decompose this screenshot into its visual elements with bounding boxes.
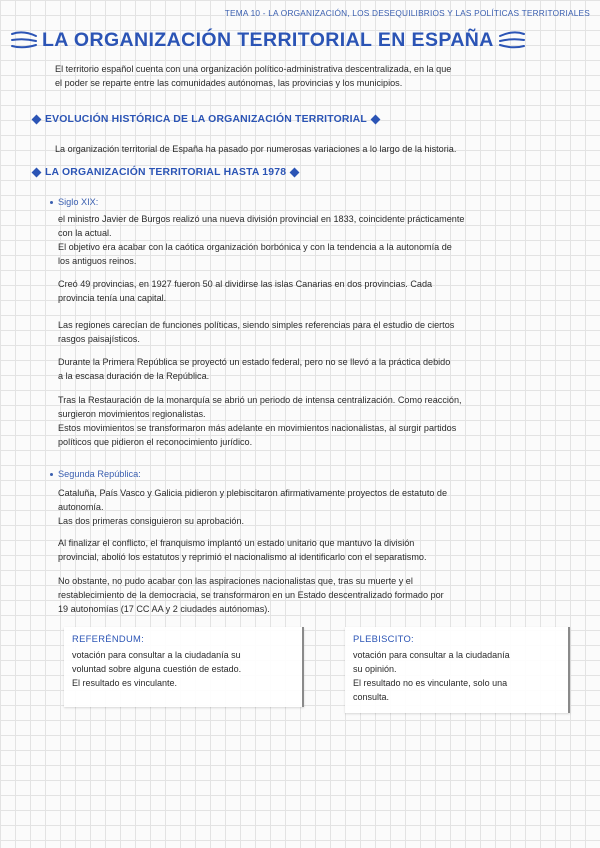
section1-text: La organización territorial de España ha pasado por numerosas variaciones a lo largo de la historia.: [55, 144, 457, 154]
bullet-diamond-icon: [32, 115, 42, 125]
plebiscito-line: su opinión.: [353, 664, 397, 674]
siglo-xix-p5: [58, 393, 462, 449]
section-heading-text: EVOLUCIÓN HISTÓRICA DE LA ORGANIZACIÓN TERRITORIAL: [45, 114, 367, 125]
section-heading-evolucion: [28, 114, 384, 125]
text-line: Creó 49 provincias, en 1927 fueron 50 al dividirse las islas Canarias en dos provincias. Cada: [58, 279, 433, 289]
section-heading-hasta-1978: [28, 167, 303, 178]
siglo-xix-p4: [58, 355, 450, 383]
text-line: el ministro Javier de Burgos realizó una nueva división provincial en 1833, coincidente prácticamente: [58, 214, 465, 224]
intro-paragraph: [55, 62, 451, 90]
referendum-card: [64, 627, 304, 707]
text-line: Las regiones carecían de funciones políticas, siendo simples referencias para el estudio de ciertos: [58, 320, 455, 330]
segunda-republica-p2: [58, 536, 426, 564]
bullet-dot-icon: [50, 473, 53, 476]
text-line: Cataluña, País Vasco y Galicia pidieron y plebiscitaron afirmativamente proyectos de estatuto de: [58, 488, 448, 498]
subheading-text: Segunda República:: [58, 469, 141, 479]
right-deco-icon: [498, 28, 526, 52]
text-line: Las dos primeras consiguieron su aprobación.: [58, 516, 245, 526]
referendum-title: REFERÉNDUM:: [72, 633, 145, 644]
intro-line: el poder se reparte entre las comunidades autónomas, las provincias y los municipios.: [55, 78, 403, 88]
text-line: restablecimiento de la democracia, se transformaron en un Estado descentralizado formado por: [58, 590, 444, 600]
text-line: El objetivo era acabar con la caótica organización borbónica y con la tendencia a la autonomía de: [58, 242, 452, 252]
text-line: Tras la Restauración de la monarquía se abrió un periodo de intensa centralización. Como reacción,: [58, 395, 462, 405]
text-line: surgieron movimientos regionalistas.: [58, 409, 206, 419]
bullet-diamond-icon: [32, 168, 42, 178]
text-line: provincial, abolió los estatutos y reprimió el nacionalismo al identificarlo con el separatismo.: [58, 552, 427, 562]
section-heading-text: LA ORGANIZACIÓN TERRITORIAL HASTA 1978: [45, 167, 287, 178]
text-line: provincia tenía una capital.: [58, 293, 167, 303]
page-title-text: LA ORGANIZACIÓN TERRITORIAL EN ESPAÑA: [42, 28, 494, 51]
topic-header: TEMA 10 - LA ORGANIZACIÓN, LOS DESEQUILIBRIOS Y LAS POLÍTICAS TERRITORIALES: [224, 8, 590, 18]
bullet-dot-icon: [50, 201, 53, 204]
text-line: políticos que pidieron el reconocimiento jurídico.: [58, 437, 253, 447]
plebiscito-title: PLEBISCITO:: [353, 633, 414, 644]
referendum-line: voluntad sobre alguna cuestión de estado.: [72, 664, 242, 674]
text-line: rasgos paisajísticos.: [58, 334, 140, 344]
subheading-siglo-xix: [50, 197, 98, 207]
text-line: 19 autonomías (17 CC AA y 2 ciudades autónomas).: [58, 604, 270, 614]
left-deco-icon: [10, 28, 38, 52]
subheading-text: Siglo XIX:: [58, 197, 99, 207]
plebiscito-line: El resultado no es vinculante, solo una: [353, 678, 508, 688]
plebiscito-line: consulta.: [353, 692, 390, 702]
bullet-diamond-icon: [290, 168, 300, 178]
plebiscito-card: [345, 627, 570, 713]
text-line: con la actual.: [58, 228, 112, 238]
text-line: Durante la Primera República se proyectó un estado federal, pero no se llevó a la práctica debido: [58, 357, 451, 367]
siglo-xix-p2: [58, 277, 432, 305]
plebiscito-line: votación para consultar a la ciudadanía: [353, 650, 510, 660]
text-line: los antiguos reinos.: [58, 256, 137, 266]
bullet-diamond-icon: [370, 115, 380, 125]
siglo-xix-p1: [58, 212, 464, 268]
text-line: Estos movimientos se transformaron más adelante en movimientos nacionalistas, al surgir partidos: [58, 423, 457, 433]
text-line: Al finalizar el conflicto, el franquismo implantó un estado unitario que mantuvo la división: [58, 538, 415, 548]
segunda-republica-p3: [58, 574, 444, 616]
page-title: [10, 26, 494, 54]
siglo-xix-p3: [58, 318, 454, 346]
text-line: autonomía.: [58, 502, 104, 512]
subheading-segunda-republica: [50, 469, 141, 479]
intro-line: El territorio español cuenta con una organización político-administrativa descentralizada, en la que: [55, 64, 452, 74]
referendum-line: votación para consultar a la ciudadanía su: [72, 650, 241, 660]
text-line: a la escasa duración de la República.: [58, 371, 210, 381]
referendum-line: El resultado es vinculante.: [72, 678, 178, 688]
segunda-republica-p1: [58, 486, 447, 528]
text-line: No obstante, no pudo acabar con las aspiraciones nacionalistas que, tras su muerte y el: [58, 576, 413, 586]
